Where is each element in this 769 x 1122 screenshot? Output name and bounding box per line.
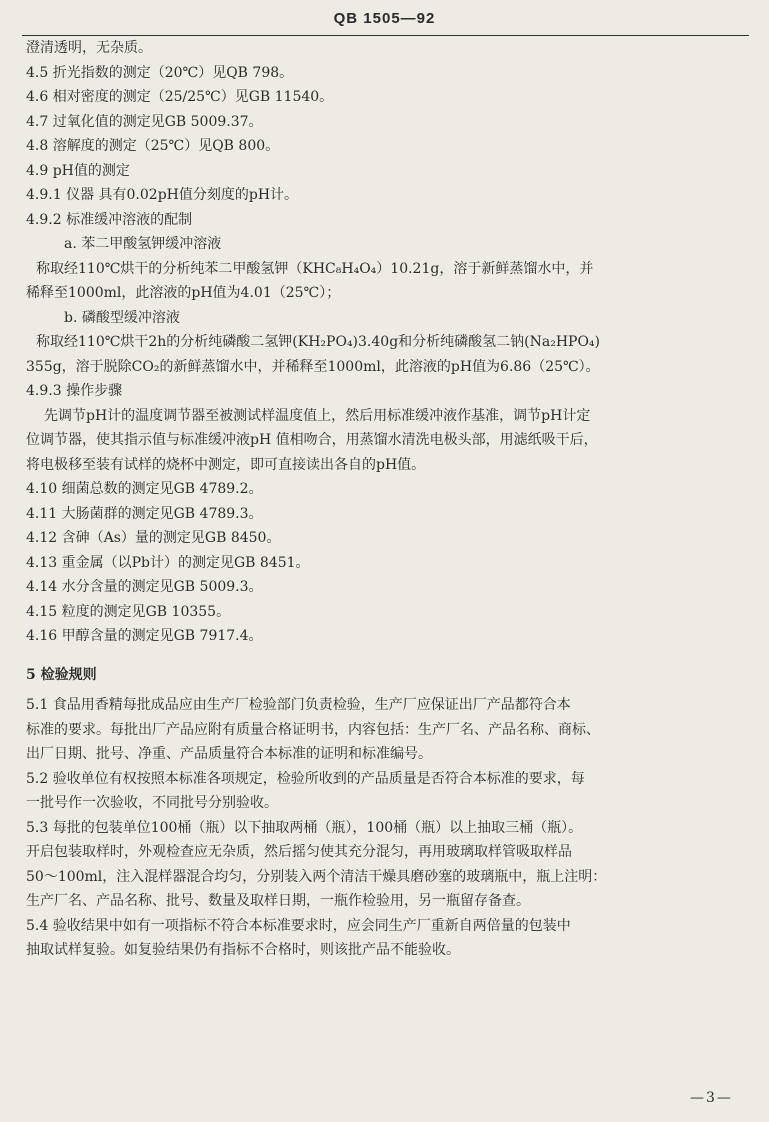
steps-text-line: 位调节器，使其指示值与标准缓冲液pH 值相吻合，用蒸馏水清洗电极头部，用滤纸吸干后， — [26, 432, 598, 448]
clause-5-4-line: 5.4 验收结果中如有一项指标不符合本标准要求时，应会同生产厂重新自两倍量的包装中 — [26, 917, 571, 934]
steps-text-line: 先调节pH计的温度调节器至被测试样温度值上，然后用标准缓冲液作基准，调节pH计定 — [44, 407, 591, 424]
clause-5-3-line: 开启包装取样时，外观检查应无杂质，然后摇匀使其充分混匀，再用玻璃取样管吸取样品 — [26, 844, 572, 860]
spacer — [26, 649, 750, 663]
document-body — [26, 36, 750, 963]
clause-5-1-line: 标准的要求。每批出厂产品应附有质量合格证明书，内容包括：生产厂名、产品名称、商标、 — [26, 721, 600, 738]
clause-5-1-line: 出厂日期、批号、净重、产品质量符合本标准的证明和标准编号。 — [26, 746, 432, 762]
steps-text-line: 将电极移至装有试样的烧杯中测定，即可直接读出各自的pH值。 — [26, 456, 426, 473]
clause-5-1-line: 5.1 食品用香精每批成品应由生产厂检验部门负责检验，生产厂应保证出厂产品都符合本 — [26, 697, 571, 713]
clause-4-7: 4.7 过氧化值的测定见GB 5009.37。 — [26, 113, 263, 130]
clause-4-8: 4.8 溶解度的测定（25℃）见QB 800。 — [26, 138, 280, 154]
clause-5-2-line: 5.2 验收单位有权按照本标准各项规定，检验所收到的产品质量是否符合本标准的要求，每 — [26, 770, 585, 787]
clause-4-14: 4.14 水分含量的测定见GB 5009.3。 — [26, 579, 263, 595]
buffer-b-title: b. 磷酸型缓冲溶液 — [64, 309, 180, 326]
buffer-b-text-line: 称取经110℃烘干2h的分析纯磷酸二氢钾(KH₂PO₄)3.40g和分析纯磷酸氢二钠(Na₂HPO₄) — [36, 334, 601, 350]
clause-5-3-line: 50～100ml，注入混样器混合均匀，分别装入两个清洁干燥具磨砂塞的玻璃瓶中，瓶上注明： — [26, 868, 607, 885]
clause-4-9-1: 4.9.1 仪器 具有0.02pH值分刻度的pH计。 — [26, 187, 299, 203]
page-number: —3— — [690, 1090, 733, 1106]
clause-4-9-2: 4.9.2 标准缓冲溶液的配制 — [26, 211, 193, 228]
clause-5-4-line: 抽取试样复验。如复验结果仍有指标不合格时，则该批产品不能验收。 — [26, 942, 460, 958]
clause-4-9-3: 4.9.3 操作步骤 — [26, 383, 123, 399]
clause-4-5: 4.5 折光指数的测定（20℃）见QB 798。 — [26, 64, 294, 81]
clause-4-12: 4.12 含砷（As）量的测定见GB 8450。 — [26, 530, 281, 546]
clause-4-15: 4.15 粒度的测定见GB 10355。 — [26, 603, 231, 620]
buffer-a-text-line: 稀释至1000ml，此溶液的pH值为4.01（25℃）； — [26, 285, 341, 301]
clause-5-3-line: 生产厂名、产品名称、批号、数量及取样日期，一瓶作检验用，另一瓶留存备查。 — [26, 893, 530, 909]
clause-4-13: 4.13 重金属（以Pb计）的测定见GB 8451。 — [26, 554, 310, 571]
clause-4-10: 4.10 细菌总数的测定见GB 4789.2。 — [26, 481, 263, 497]
buffer-a-title: a. 苯二甲酸氢钾缓冲溶液 — [64, 236, 222, 252]
clause-5-2-line: 一批号作一次验收，不同批号分别验收。 — [26, 795, 278, 811]
clause-5-3-line: 5.3 每批的包装单位100桶（瓶）以下抽取两桶（瓶），100桶（瓶）以上抽取三桶（瓶）。 — [26, 819, 583, 836]
clause-4-11: 4.11 大肠菌群的测定见GB 4789.3。 — [26, 505, 263, 522]
section-5-title: 5 检验规则 — [26, 666, 97, 683]
document-code: QB 1505—92 — [333, 10, 436, 27]
clause-4-9: 4.9 pH值的测定 — [26, 162, 130, 179]
clause-4-16: 4.16 甲醇含量的测定见GB 7917.4。 — [26, 628, 263, 644]
clause-4-6: 4.6 相对密度的测定（25/25℃）见GB 11540。 — [26, 89, 334, 105]
buffer-a-text-line: 称取经110℃烘干的分析纯苯二甲酸氢钾（KHC₈H₄O₄）10.21g，溶于新鲜蒸馏水中，并 — [36, 260, 594, 277]
text-line: 澄清透明，无杂质。 — [26, 40, 152, 56]
buffer-b-text-line: 355g，溶于脱除CO₂的新鲜蒸馏水中，并稀释至1000ml，此溶液的pH值为6.86（25℃）。 — [26, 358, 600, 375]
